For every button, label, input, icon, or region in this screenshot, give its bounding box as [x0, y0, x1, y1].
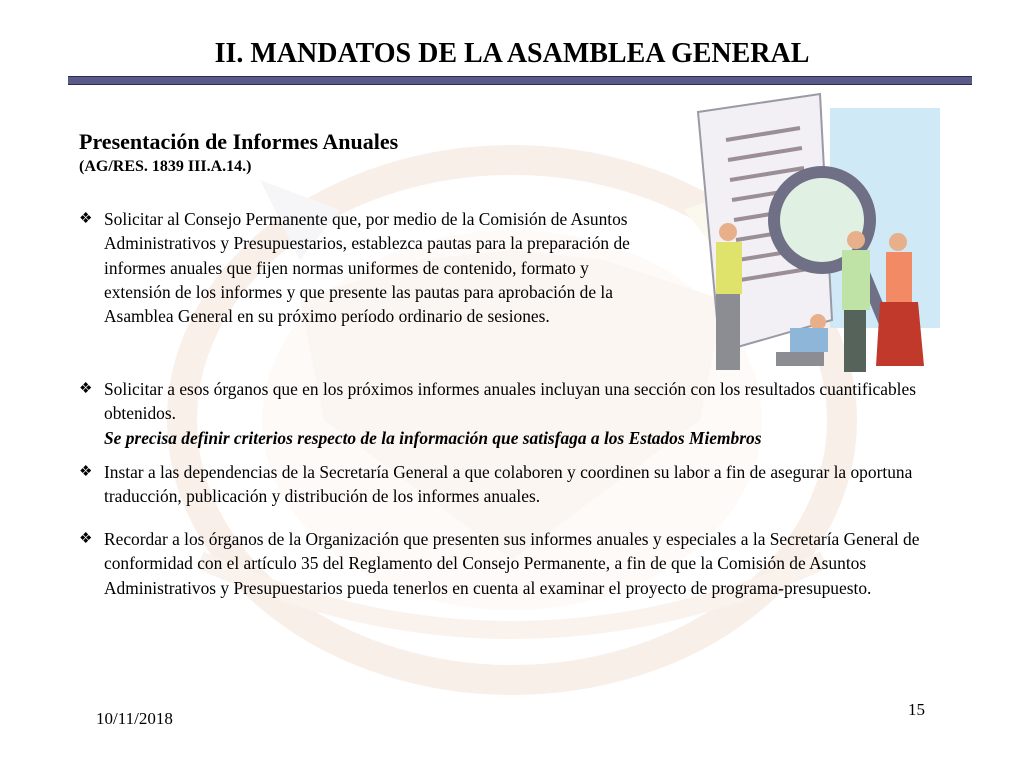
diamond-bullet-icon: ❖ [79, 211, 93, 227]
bullet-text: Recordar a los órganos de la Organización que presenten sus informes anuales y especiales a la Secretaría General de conformidad con el artículo 35 del Reglamento del Consejo Permanente, a fin de que la Comisión de Asuntos Administrativos y Presupuestarios pueda tenerlos en cuenta al examinar el proyecto de programa-presupuesto. [104, 529, 920, 598]
page-number: 15 [908, 700, 925, 719]
bullet-emphasis: Se precisa definir criterios respecto de la información que satisfaga a los Estados Miembros [104, 427, 762, 448]
bullet-text: Solicitar a esos órganos que en los próximos informes anuales incluyan una sección con los resultados cuantificables obtenidos. [104, 379, 917, 424]
bullet-text: Instar a las dependencias de la Secretaría General a que colaboren y coordinen su labor a fin de asegurar la oportuna traducción, publicación y distribución de los informes anuales. [104, 462, 913, 507]
title-divider [68, 76, 972, 85]
bullet-item [79, 377, 959, 450]
bullet-item [79, 207, 644, 328]
footer-date: 10/11/2018 [96, 709, 173, 728]
resolution-reference: (AG/RES. 1839 III.A.14.) [79, 158, 252, 175]
bullet-text: Solicitar al Consejo Permanente que, por medio de la Comisión de Asuntos Administrativos y Presupuestarios, establezca pautas para la preparación de informes anuales que fijen normas uniformes de contenido, formato y extensión de los informes y que presente las pautas para aprobación de la Asamblea General en su próximo período ordinario de sesiones. [104, 209, 630, 327]
bullet-item [79, 460, 979, 509]
people-examining-document-with-magnifier-icon [680, 90, 948, 382]
diamond-bullet-icon: ❖ [79, 531, 93, 547]
bullet-item [79, 527, 979, 600]
section-subtitle: Presentación de Informes Anuales [79, 129, 399, 154]
slide-title: II. MANDATOS DE LA ASAMBLEA GENERAL [214, 38, 810, 69]
diamond-bullet-icon: ❖ [79, 464, 93, 480]
diamond-bullet-icon: ❖ [79, 381, 93, 397]
